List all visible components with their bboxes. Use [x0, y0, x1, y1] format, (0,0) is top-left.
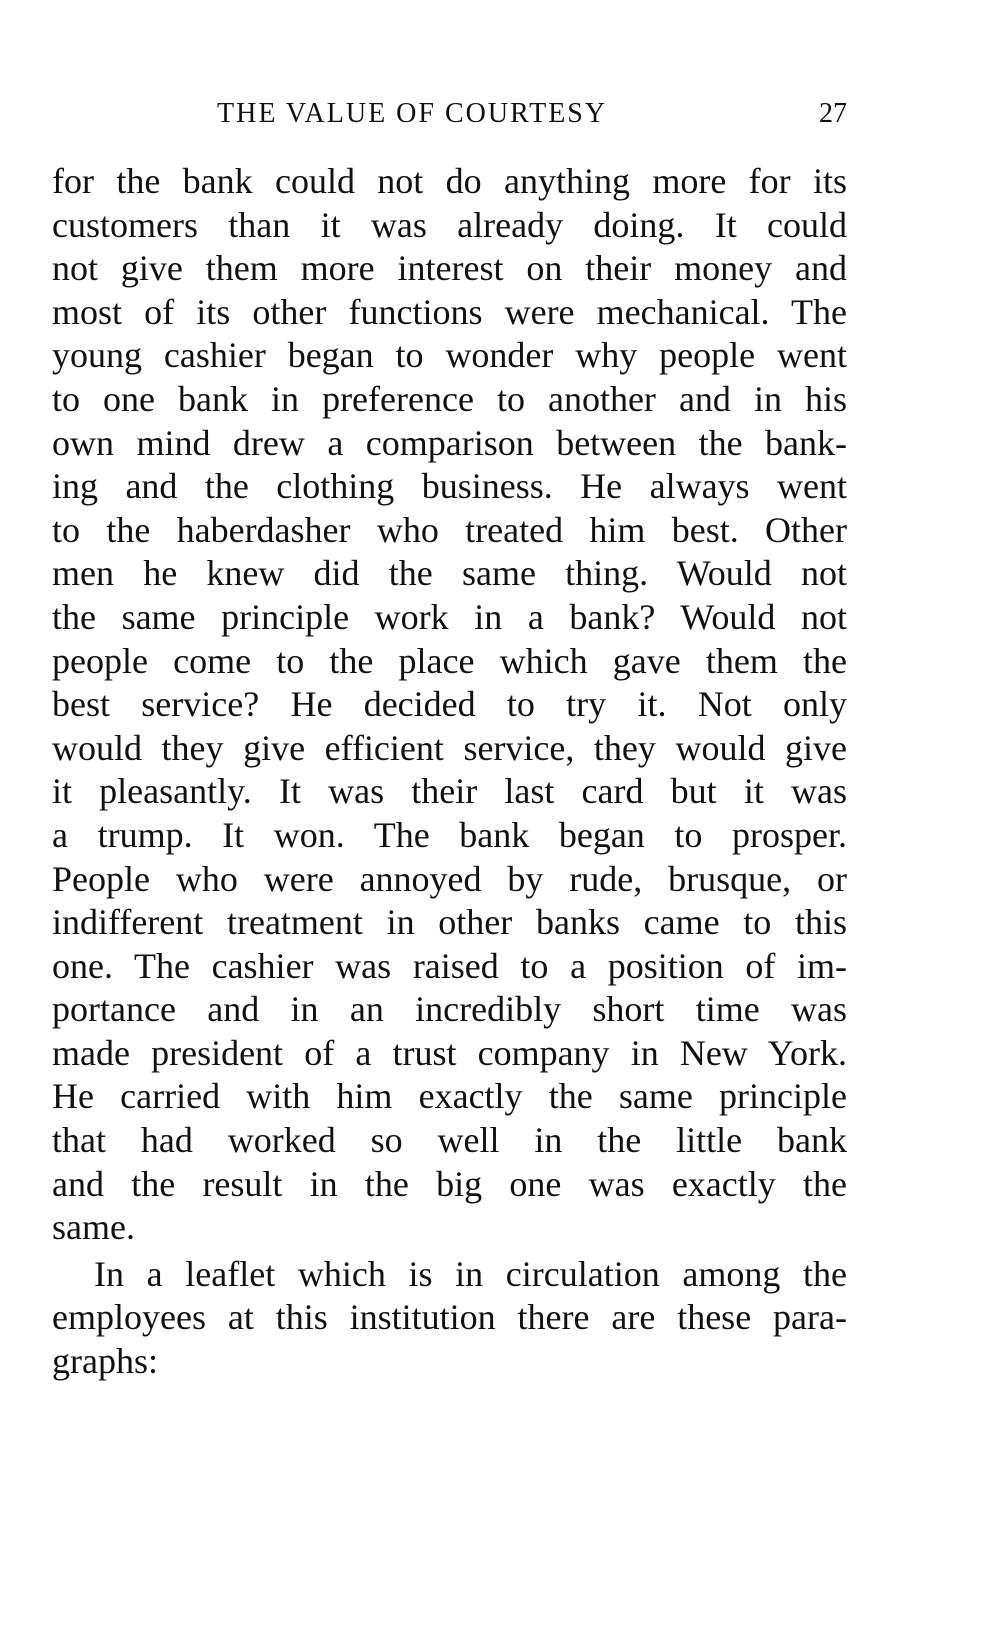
text-line: one. The cashier was raised to a position of im- [52, 945, 847, 986]
text-line: ing and the clothing business. He always went [52, 466, 847, 507]
text-line: that had worked so well in the little bank [52, 1120, 847, 1161]
text-line: the same principle work in a bank? Would not [52, 596, 847, 637]
text-line: own mind drew a comparison between the bank- [52, 422, 847, 463]
text-line: graphs: [52, 1341, 158, 1382]
text-line: best service? He decided to try it. Not only [52, 684, 847, 725]
text-line: to one bank in preference to another and in his [52, 378, 847, 419]
text-line: customers than it was already doing. It could [52, 204, 847, 245]
text-line: most of its other functions were mechanical. The [52, 291, 847, 332]
text-line: People who were annoyed by rude, brusque, or [52, 858, 847, 899]
text-line: In a leaflet which is in circulation among the [94, 1253, 847, 1294]
body-text [52, 160, 847, 1384]
running-head [52, 98, 847, 138]
text-line: it pleasantly. It was their last card but it was [52, 771, 847, 812]
text-line: same. [52, 1207, 135, 1248]
text-line: He carried with him exactly the same principle [52, 1076, 847, 1117]
page-number: 27 [819, 98, 847, 129]
text-line: employees at this institution there are these para- [52, 1297, 847, 1338]
paragraph-1 [52, 160, 847, 1250]
text-line: made president of a trust company in New York. [52, 1032, 847, 1073]
text-line: indifferent treatment in other banks came to this [52, 902, 847, 943]
text-line: young cashier began to wonder why people went [52, 335, 847, 376]
paragraph-2 [52, 1253, 847, 1384]
text-line: for the bank could not do anything more for its [52, 161, 847, 201]
text-line: men he knew did the same thing. Would not [52, 553, 847, 594]
text-line: to the haberdasher who treated him best. Other [52, 509, 847, 550]
text-line: not give them more interest on their money and [52, 248, 847, 289]
running-title: THE VALUE OF COURTESY [217, 98, 608, 129]
text-line: and the result in the big one was exactly the [52, 1163, 847, 1204]
text-line: a trump. It won. The bank began to prosper. [52, 814, 847, 855]
text-line: portance and in an incredibly short time was [52, 989, 847, 1030]
text-line: would they give efficient service, they would give [52, 727, 847, 768]
text-line: people come to the place which gave them the [52, 640, 847, 681]
